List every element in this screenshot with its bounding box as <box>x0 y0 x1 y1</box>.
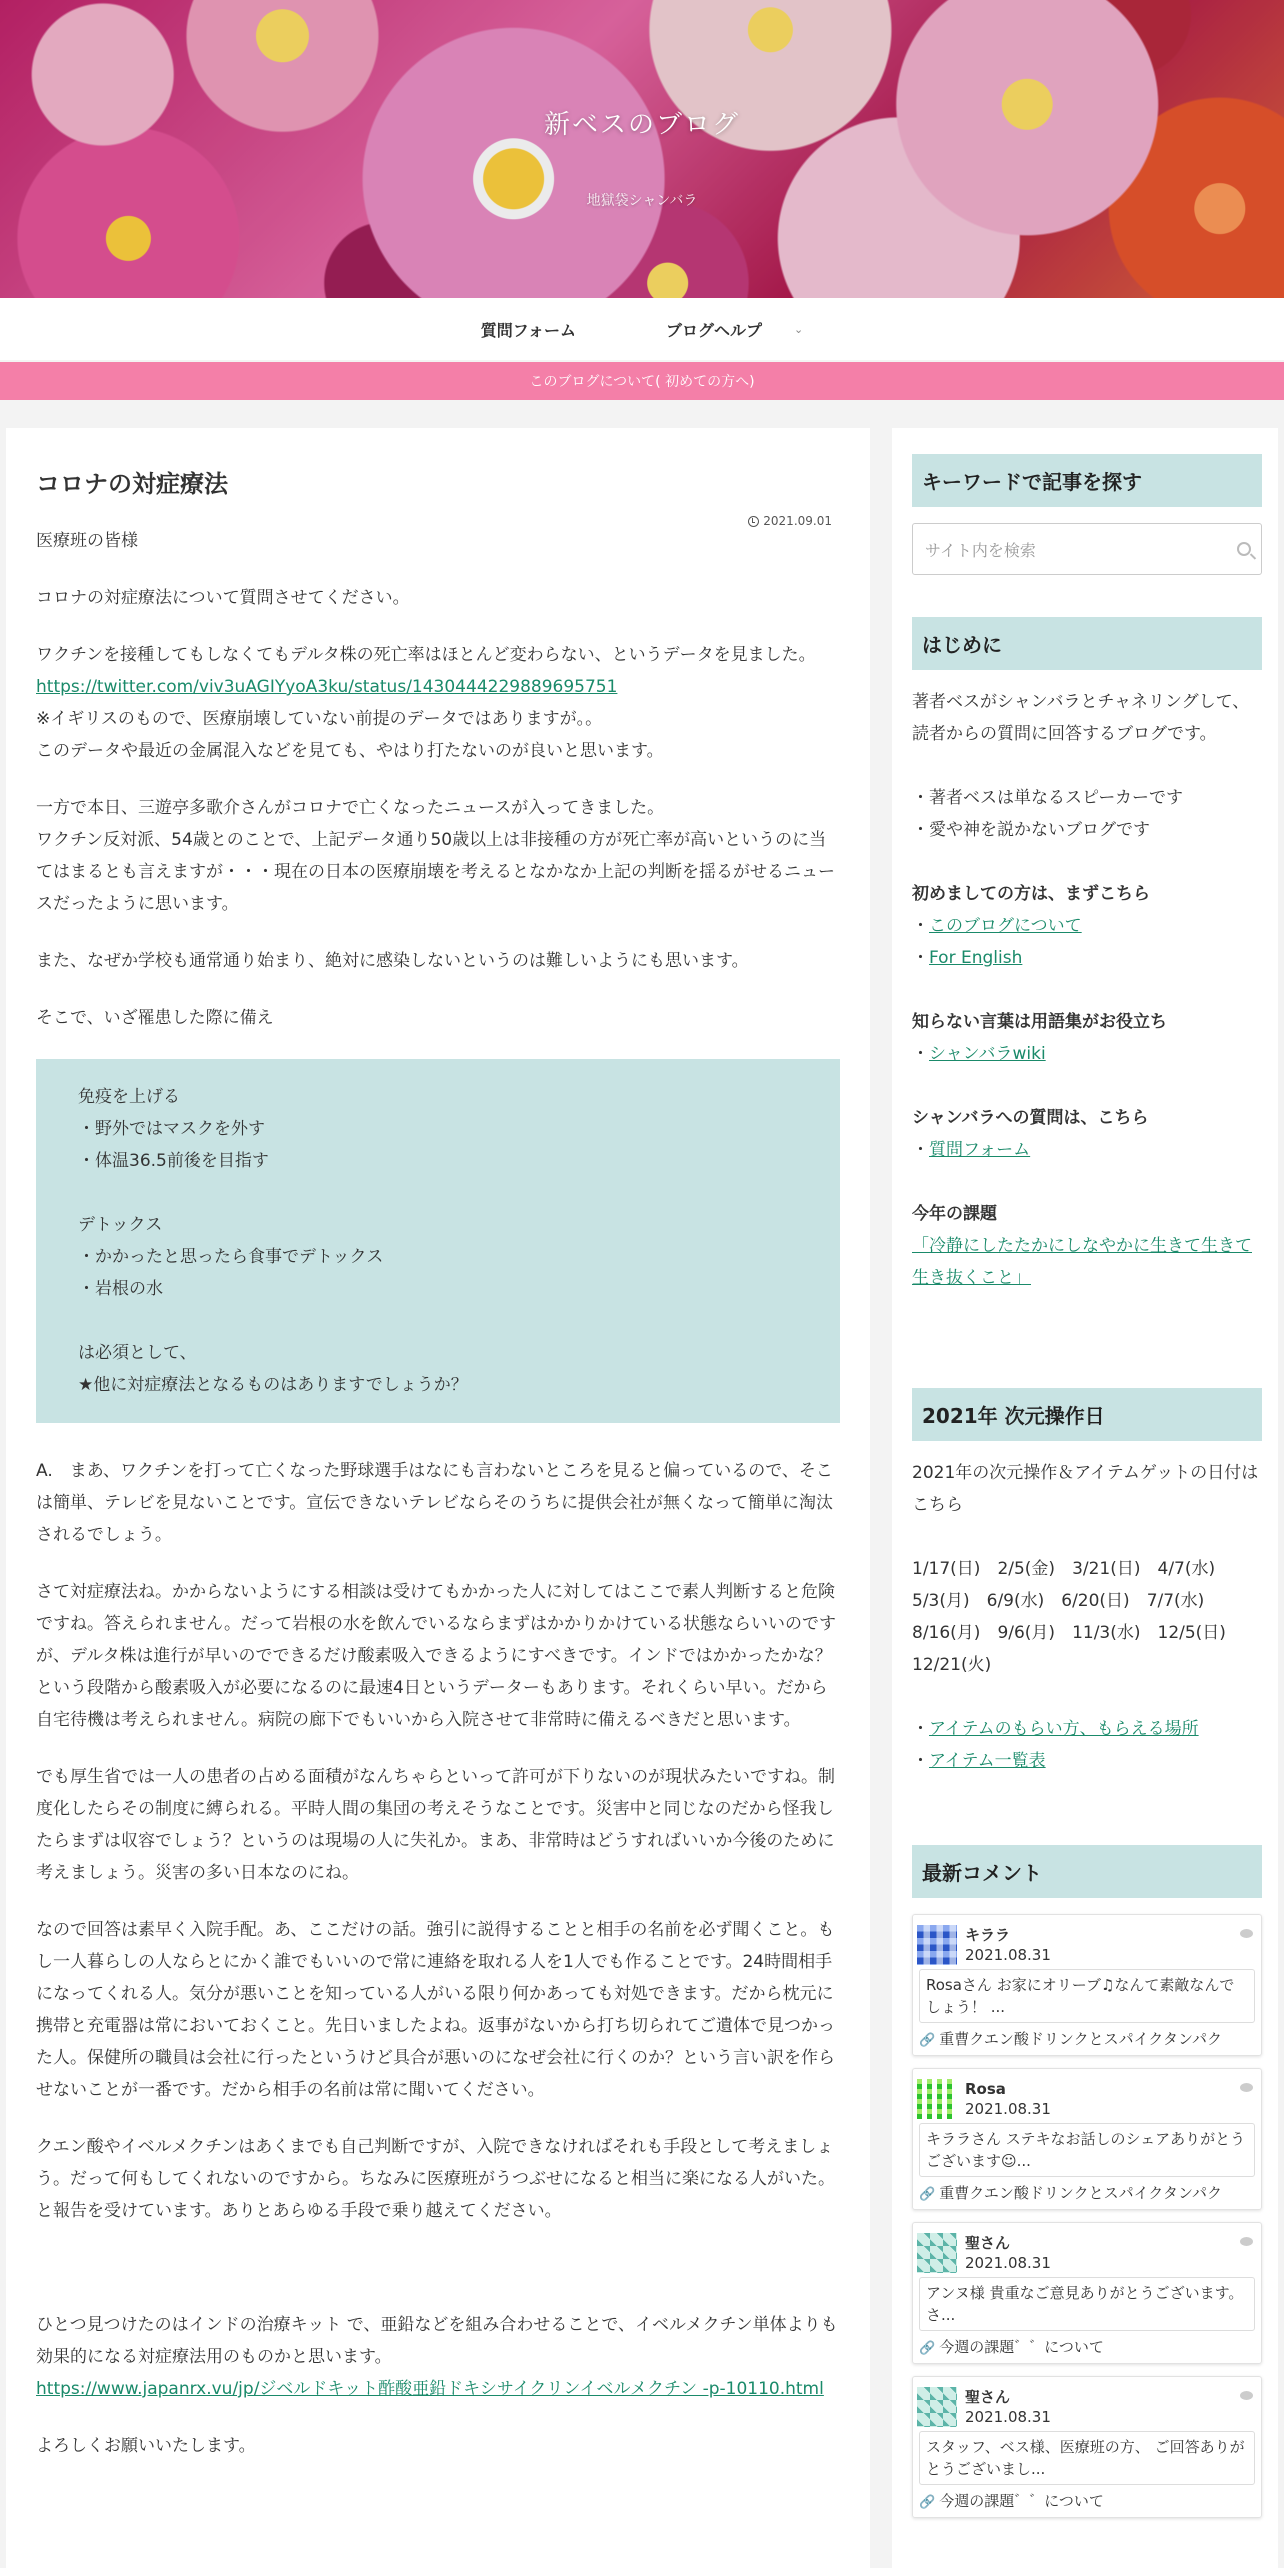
operation-dates: 8/16(月) 9/6(月) 11/3(水) 12/5(日) <box>912 1623 1226 1643</box>
for-english-link[interactable]: For English <box>929 948 1023 968</box>
post-title: 重曹クエン酸ドリンクとスパイクタンパク <box>939 2184 1222 2202</box>
article-date <box>748 514 832 528</box>
nav-item-label: ブログヘルプ <box>665 320 762 340</box>
operation-days-widget: 2021年の次元操作＆アイテムゲットの日付はこちら 1/17(日) 2/5(金) 3/21(日) 4/7(水) 5/3(月) 6/9(水) 6/20(日) 7/7(水) 8/16(月) 9/6(月) 11/3(水) 12/5(日) 12/21(火) ・アイテムのもらい方、もらえる場所 ・アイテム一覧表 <box>912 1457 1262 1777</box>
theme-heading: 今年の課題 <box>912 1204 997 1224</box>
avatar <box>917 2079 957 2119</box>
answer-paragraph: でも厚生省では一人の患者の占める面積がなんちゃらといって許可が下りないのが現状みたいですね。制度化したらその制度に縛られる。平時人間の集団の考えそうなことです。災害中と同じなのだから怪我したらまずは収容でしょう？というのは現場の人に失礼か。まあ、非常時はどうすればいいか今後のために考えましょう。災害の多い日本なのにね。 <box>36 1767 835 1883</box>
search-widget-title: キーワードで記事を探す <box>912 454 1262 507</box>
comment-author: 聖さん <box>965 2234 1011 2252</box>
comment-card[interactable] <box>912 1914 1262 2056</box>
avatar <box>917 2233 957 2273</box>
comment-post-link[interactable] <box>917 2181 1257 2207</box>
post-title: 重曹クエン酸ドリンクとスパイクタンパク <box>939 2030 1222 2048</box>
question-box <box>36 1059 840 1423</box>
comment-card[interactable] <box>912 2222 1262 2364</box>
comment-author: キララ <box>965 1926 1011 1944</box>
operation-dates: 12/21(火) <box>912 1655 992 1675</box>
glossary-heading: 知らない言葉は用語集がお役立ち <box>912 1012 1167 1032</box>
comment-date: 2021.08.31 <box>965 2408 1051 2426</box>
intro-text: 著者ベスがシャンバラとチャネリングして、読者からの質問に回答するブログです。 <box>912 692 1250 744</box>
comment-post-link[interactable] <box>917 2027 1257 2053</box>
answer-paragraph: クエン酸やイベルメクチンはあくまでも自己判断ですが、入院できなければそれも手段として考えましょう。だって何もしてくれないのですから。ちなみに医療班がうつぶせになると相当に楽になる人がいた。と報告を受けています。ありとあらゆる手段で乗り越えてください。 <box>36 2137 835 2221</box>
link-icon: 🔗 <box>919 2495 936 2510</box>
item-list-link[interactable]: アイテム一覧表 <box>929 1751 1046 1771</box>
comment-post-link[interactable] <box>917 2489 1257 2515</box>
twitter-link[interactable]: https://twitter.com/viv3uAGIYyoA3ku/status/1430444229889695751 <box>36 677 618 697</box>
comment-excerpt: キララさん ステキなお話しのシェアありがとうございます☺... <box>919 2123 1255 2177</box>
chevron-down-icon: ⌄ <box>794 322 804 336</box>
main-nav <box>0 298 1284 360</box>
post-title: 今週の課題゛゛について <box>939 2338 1104 2356</box>
article <box>6 428 870 2568</box>
notice-bar[interactable]: このブログについて( 初めての方へ) <box>0 362 1284 400</box>
comment-date: 2021.08.31 <box>965 1946 1051 1964</box>
intro-bullet: ・著者ベスは単なるスピーカーです <box>912 788 1183 808</box>
nav-item-blog-help[interactable] <box>621 318 848 341</box>
sidebar <box>892 428 1278 2568</box>
recent-comments-title: 最新コメント <box>912 1845 1262 1898</box>
japanrx-link[interactable]: https://www.japanrx.vu/jp/ジベルドキット酢酸亜鉛ドキシサイクリンイベルメクチン -p-10110.html <box>36 2379 824 2399</box>
closing: よろしくお願いいたします。 <box>36 2436 256 2456</box>
link-icon: 🔗 <box>919 2033 936 2048</box>
search-input[interactable] <box>912 523 1262 575</box>
comment-bubble-icon <box>1240 2237 1253 2246</box>
comment-bubble-icon <box>1240 1929 1253 1938</box>
yearly-theme-link[interactable]: 「冷静にしたたかにしなやかに生きて生きて生き抜くこと」 <box>912 1236 1252 1288</box>
search-placeholder: サイト内を検索 <box>925 540 1036 560</box>
quote-line: ・かかったと思ったら食事でデトックス <box>78 1247 384 1267</box>
paragraph: また、なぜか学校も通常通り始まり、絶対に感染しないというのは難しいようにも思います。 <box>36 951 749 971</box>
clock-icon <box>748 516 759 527</box>
comment-date: 2021.08.31 <box>965 2100 1051 2118</box>
item-how-to-link[interactable]: アイテムのもらい方、もらえる場所 <box>929 1719 1199 1739</box>
comment-excerpt: アンヌ様 貴重なご意見ありがとうございます。 さ... <box>919 2277 1255 2331</box>
paragraph: ※イギリスのもので、医療崩壊していない前提のデータではありますが。。 <box>36 709 603 729</box>
paragraph: 医療班の皆様 <box>36 531 138 551</box>
nav-item-question-form[interactable] <box>436 318 621 341</box>
comment-excerpt: Rosaさん お家にオリーブ♫なんて素敵なんでしょう！ ... <box>919 1969 1255 2023</box>
paragraph: このデータや最近の金属混入などを見ても、やはり打たないのが良いと思います。 <box>36 741 664 761</box>
question-form-link[interactable]: 質問フォーム <box>929 1140 1031 1160</box>
operation-dates: 1/17(日) 2/5(金) 3/21(日) 4/7(水) <box>912 1559 1216 1579</box>
operation-text: 2021年の次元操作＆アイテムゲットの日付はこちら <box>912 1463 1259 1515</box>
comment-card[interactable] <box>912 2068 1262 2210</box>
quote-line: デトックス <box>78 1215 163 1235</box>
paragraph: ひとつ見つけたのはインドの治療キット で、亜鉛などを組み合わせることで、イベルメクチン単体よりも効果的になる対症療法用のものかと思います。 <box>36 2315 838 2367</box>
quote-line: ★他に対症療法となるものはありますでしょうか？ <box>78 1375 468 1395</box>
article-body <box>36 525 840 2462</box>
article-title: コロナの対症療法 <box>36 470 228 498</box>
comment-bubble-icon <box>1240 2083 1253 2092</box>
post-title: 今週の課題゛゛について <box>939 2492 1104 2510</box>
comment-author: 聖さん <box>965 2388 1011 2406</box>
first-time-heading: 初めましての方は、まずこちら <box>912 884 1150 904</box>
avatar <box>917 1925 957 1965</box>
comment-post-link[interactable] <box>917 2335 1257 2361</box>
comment-author: Rosa <box>965 2080 1006 2098</box>
shambhala-wiki-link[interactable]: シャンバラwiki <box>929 1044 1046 1064</box>
paragraph: ワクチンを接種してもしなくてもデルタ株の死亡率はほとんど変わらない、というデータを見ました。 <box>36 645 816 665</box>
answer-paragraph: さて対症療法ね。かからないようにする相談は受けてもかかった人に対してはここで素人判断すると危険ですね。答えられません。だって岩根の水を飲んでいるならまずはかかりかけている状態ならいいのですが、デルタ株は進行が早いのでできるだけ酸素吸入できるようにすべきです。インドではかかったかな？という段階から酸素吸入が必要になるのに最速4日というデーターもあります。それくらい早い。だから自宅待機は考えられません。病院の廊下でもいいから入院させて非常時に備えるべきだと思います。 <box>36 1582 837 1730</box>
paragraph: ワクチン反対派、54歳とのことで、上記データ通り50歳以上は非接種の方が死亡率が高いというのに当てはまるとも言えますが・・・現在の日本の医療崩壊を考えるとなかなか上記の判断を揺るがせるニュースだったように思います。 <box>36 830 835 914</box>
quote-line: 免疫を上げる <box>78 1087 180 1107</box>
paragraph: そこで、いざ罹患した際に備え <box>36 1008 274 1028</box>
intro-widget-title: はじめに <box>912 617 1262 670</box>
about-blog-link[interactable]: このブログについて <box>929 916 1082 936</box>
nav-item-label: 質問フォーム <box>480 320 576 340</box>
search-icon[interactable] <box>1237 542 1251 556</box>
comment-excerpt: スタッフ、ベス様、医療班の方、 ご回答ありがとうございまし... <box>919 2431 1255 2485</box>
operation-days-title: 2021年 次元操作日 <box>912 1388 1262 1441</box>
site-header <box>0 0 1284 298</box>
quote-line: は必須として、 <box>78 1343 197 1363</box>
operation-dates: 5/3(月) 6/9(水) 6/20(日) 7/7(水) <box>912 1591 1205 1611</box>
date-text: 2021.09.01 <box>763 514 832 528</box>
intro-bullet: ・愛や神を説かないブログです <box>912 820 1150 840</box>
intro-widget: 著者ベスがシャンバラとチャネリングして、読者からの質問に回答するブログです。 ・著者ベスは単なるスピーカーです ・愛や神を説かないブログです 初めましての方は、まずこちら ・このブログについて ・For English 知らない言葉は用語集がお役立ち ・シャンバラwiki シャンバラへの質問は、こちら ・質問フォーム 今年の課題 「冷静にしたたかにしなやかに生きて生きて生き抜くこと」 <box>912 686 1262 1294</box>
comment-card[interactable] <box>912 2376 1262 2518</box>
site-title[interactable]: 新ベスのブログ <box>543 110 740 140</box>
answer-paragraph: A. まあ、ワクチンを打って亡くなった野球選手はなにも言わないところを見ると偏っているので、そこは簡単、テレビを見ないことです。宣伝できないテレビならそのうちに提供会社が無くなって簡単に淘汰されるでしょう。 <box>36 1461 833 1545</box>
quote-line: ・岩根の水 <box>78 1279 163 1299</box>
comment-date: 2021.08.31 <box>965 2254 1051 2272</box>
link-icon: 🔗 <box>919 2187 936 2202</box>
header-image <box>0 0 1284 298</box>
paragraph: 一方で本日、三遊亭多歌介さんがコロナで亡くなったニュースが入ってきました。 <box>36 798 665 818</box>
avatar <box>917 2387 957 2427</box>
comment-bubble-icon <box>1240 2391 1253 2400</box>
question-heading: シャンバラへの質問は、こちら <box>912 1108 1149 1128</box>
site-tagline: 地獄袋シャンバラ <box>586 193 698 209</box>
answer-paragraph: なので回答は素早く入院手配。あ、ここだけの話。強引に説得することと相手の名前を必ず聞くこと。もし一人暮らしの人ならとにかく誰でもいいので常に連絡を取れる人を1人でも作ることです。24時間相手になってくれる人。気分が悪いことを知っている人がいる限り何かあっても対処できます。だから枕元に携帯と充電器は常においておくこと。先日いましたよね。返事がないから打ち切られてご遺体で見つかった人。保健所の職員は会社に行ったというけど具合が悪いのになぜ会社に行くのか？という言い訳を作らせないことが一番です。だから相手の名前は常に聞いてください。 <box>36 1920 835 2100</box>
link-icon: 🔗 <box>919 2341 936 2356</box>
quote-line: ・野外ではマスクを外す <box>78 1119 265 1139</box>
quote-line: ・体温36.5前後を目指す <box>78 1151 269 1171</box>
paragraph: コロナの対症療法について質問させてください。 <box>36 588 410 608</box>
